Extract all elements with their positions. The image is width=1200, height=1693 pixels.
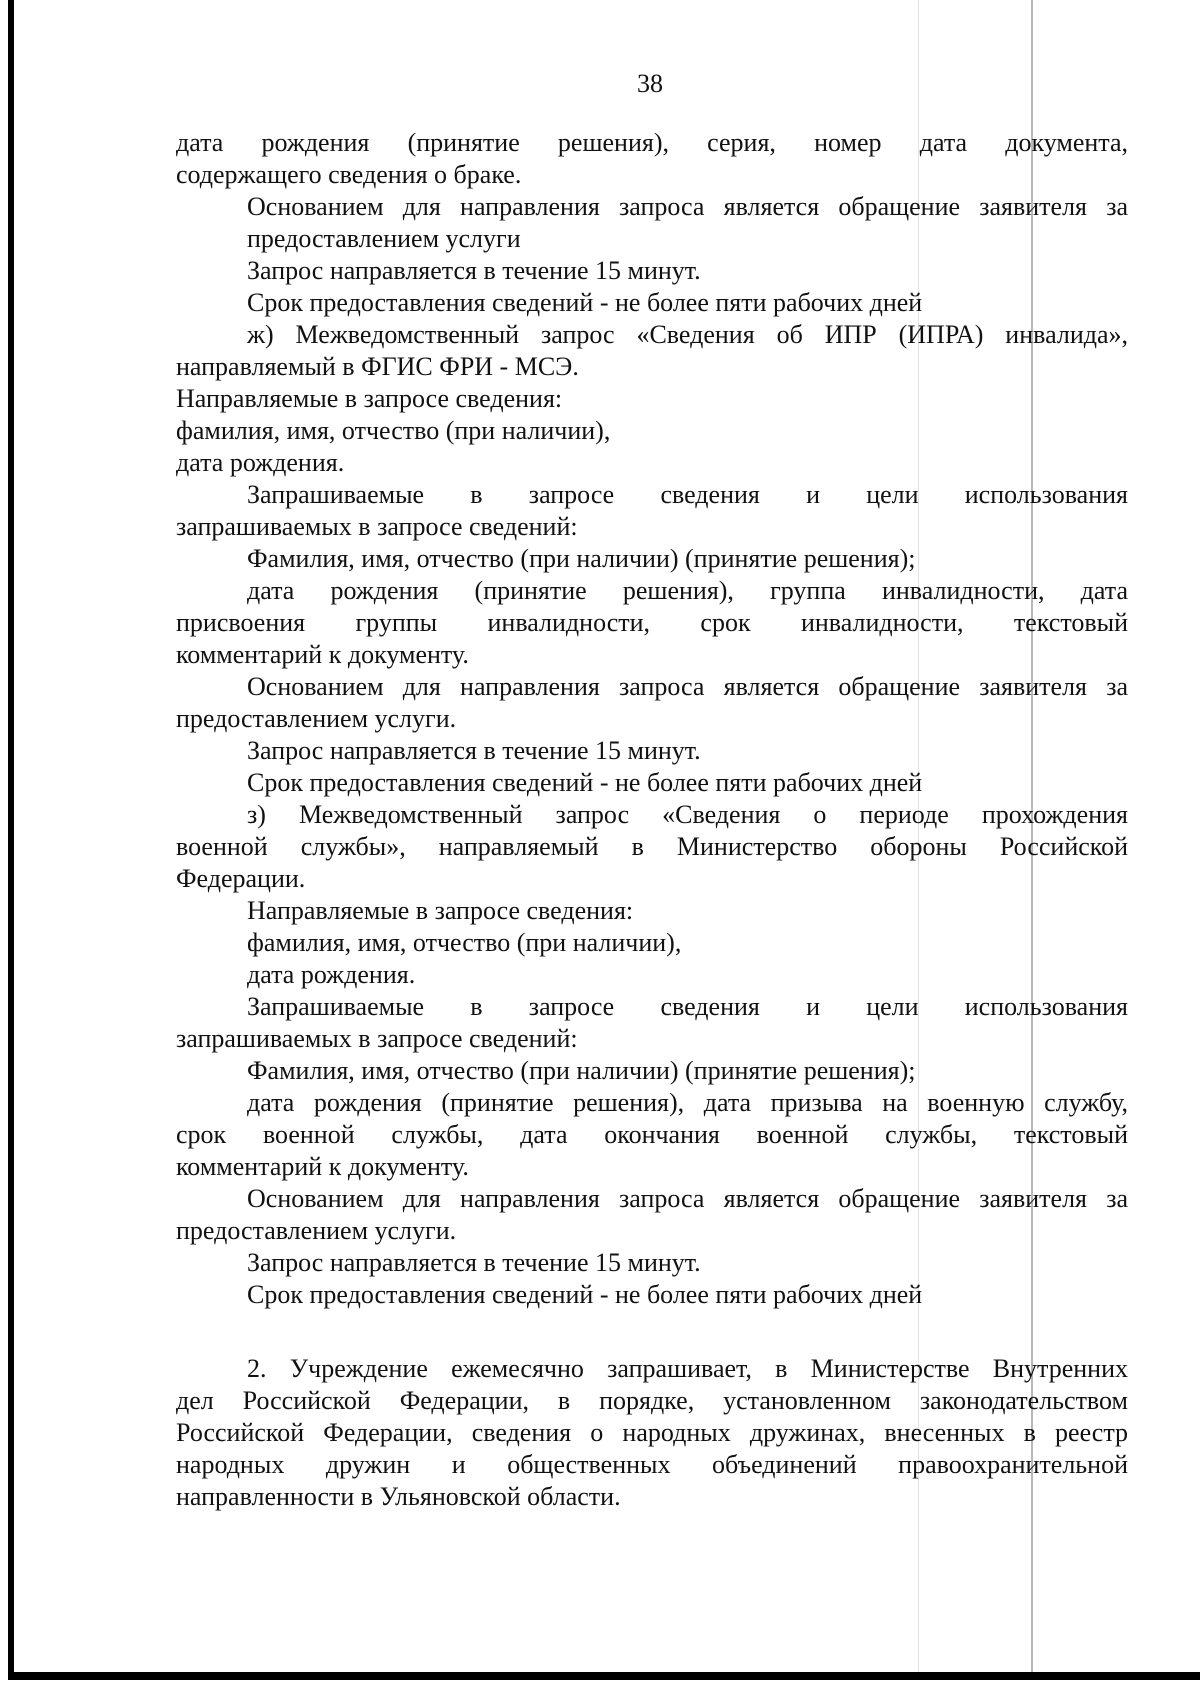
- text-line: Направляемые в запросе сведения:: [176, 384, 563, 413]
- text-line: Запрос направляется в течение 15 минут.: [247, 256, 701, 285]
- text-line: Российской Федерации, сведения о народных дружинах, внесенных в реестр: [176, 1418, 1128, 1447]
- text-line: Запрашиваемые в запросе сведения и цели использования: [247, 992, 1128, 1021]
- text-line: комментарий к документу.: [176, 640, 469, 669]
- text-line: Запрос направляется в течение 15 минут.: [247, 1248, 701, 1277]
- text-line: содержащего сведения о браке.: [176, 160, 522, 189]
- text-line: Федерации.: [176, 864, 306, 893]
- text-line: фамилия, имя, отчество (при наличии),: [247, 928, 682, 957]
- text-line: Запрашиваемые в запросе сведения и цели использования: [247, 480, 1128, 509]
- page-number: 38: [637, 69, 663, 98]
- text-line: Срок предоставления сведений - не более пяти рабочих дней: [247, 288, 923, 317]
- text-line: дата рождения (принятие решения), дата призыва на военную службу,: [247, 1088, 1128, 1117]
- text-line: запрашиваемых в запросе сведений:: [176, 1024, 578, 1053]
- scan-border-left: [8, 0, 14, 1680]
- text-line: Направляемые в запросе сведения:: [247, 896, 634, 925]
- text-line: комментарий к документу.: [176, 1152, 469, 1181]
- text-line: Основанием для направления запроса является обращение заявителя за: [247, 1184, 1128, 1213]
- text-line: дел Российской Федерации, в порядке, установленном законодательством: [176, 1386, 1128, 1415]
- text-line: направляемый в ФГИС ФРИ - МСЭ.: [176, 352, 579, 381]
- text-line: дата рождения (принятие решения), серия, номер дата документа,: [176, 128, 1128, 157]
- text-line: срок военной службы, дата окончания военной службы, текстовый: [176, 1120, 1128, 1149]
- text-line: Срок предоставления сведений - не более пяти рабочих дней: [247, 768, 923, 797]
- text-line: Запрос направляется в течение 15 минут.: [247, 736, 701, 765]
- text-line: Основанием для направления запроса является обращение заявителя за: [247, 672, 1128, 701]
- text-line: 2. Учреждение ежемесячно запрашивает, в Министерстве Внутренних: [247, 1354, 1128, 1383]
- text-line: з) Межведомственный запрос «Сведения о периоде прохождения: [247, 800, 1128, 829]
- text-line: предоставлением услуги: [247, 224, 521, 253]
- text-line: Фамилия, имя, отчество (при наличии) (принятие решения);: [247, 544, 916, 573]
- text-line: фамилия, имя, отчество (при наличии),: [176, 416, 611, 445]
- text-line: ж) Межведомственный запрос «Сведения об ИПР (ИПРА) инвалида»,: [247, 320, 1128, 349]
- text-line: дата рождения.: [247, 960, 416, 989]
- text-line: Основанием для направления запроса является обращение заявителя за: [247, 192, 1128, 221]
- text-line: запрашиваемых в запросе сведений:: [176, 512, 578, 541]
- scan-border-bottom: [8, 1672, 1200, 1680]
- text-line: народных дружин и общественных объединений правоохранительной: [176, 1450, 1128, 1479]
- text-line: предоставлением услуги.: [176, 704, 457, 733]
- text-line: дата рождения (принятие решения), группа инвалидности, дата: [247, 576, 1128, 605]
- document-body: [176, 127, 1128, 1513]
- text-line: предоставлением услуги.: [176, 1216, 457, 1245]
- text-line: Фамилия, имя, отчество (при наличии) (принятие решения);: [247, 1056, 916, 1085]
- text-line: Срок предоставления сведений - не более пяти рабочих дней: [247, 1280, 923, 1309]
- paragraph-gap: [176, 1311, 1128, 1353]
- text-line: направленности в Ульяновской области.: [176, 1482, 621, 1511]
- text-line: военной службы», направляемый в Министерство обороны Российской: [176, 832, 1128, 861]
- text-line: присвоения группы инвалидности, срок инвалидности, текстовый: [176, 608, 1128, 637]
- text-line: дата рождения.: [176, 448, 345, 477]
